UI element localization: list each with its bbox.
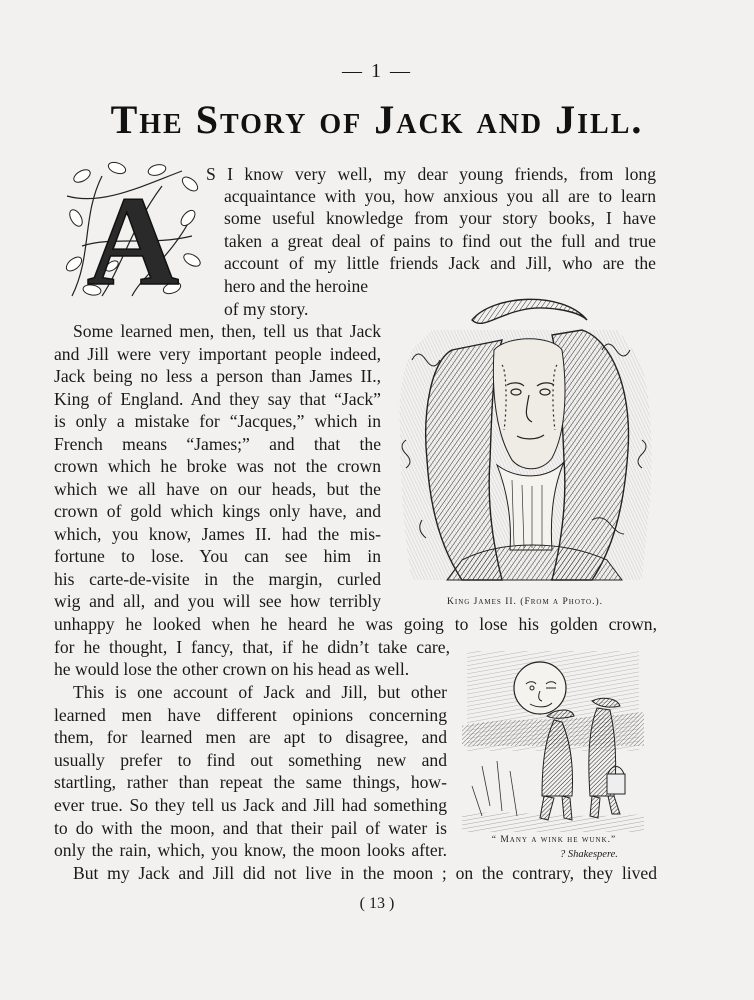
p2-line-2: and Jill were very important people indeed, [54,344,381,364]
p3-line-2: learned men have different opinions concerning [54,705,447,725]
p2-line-6: French means “James;” and that the [54,434,381,454]
p2-line-13: wig and all, and you will see how terribly [54,591,381,611]
p3-line-6: ever true. So they tell us Jack and Jill had something [54,795,447,815]
moon-caption: “ Many a wink he wunk.” [491,835,617,845]
p3-line-7: to do with the moon, and that their pail of water is [54,818,447,838]
page-number: — 1 — [342,60,412,82]
p1-line-4: taken a great deal of pains to find out the full and true [224,231,656,251]
p3-line-8: only the rain, which, you know, the moon looks after. [54,840,447,860]
moon-illustration [462,646,644,832]
p2-line-5: is only a mistake for “Jacques,” which in [54,411,381,431]
p2-line-10: which, you know, James II. had the mis- [54,524,381,544]
leaf-ornament-icon [62,156,204,304]
p2-line-15: for he thought, I fancy, that, if he didn’t take care, [54,637,450,657]
king-caption: King James II. (From a Photo.). [447,597,603,607]
p2-line-1: Some learned men, then, tell us that Jack [73,321,381,341]
p1-line-7: of my story. [224,299,309,319]
p2-line-8: which we all have on our heads, but the [54,479,381,499]
story-title: The Story of Jack and Jill. [110,97,644,142]
p2-line-3: Jack being no less a person than James II., [54,366,381,386]
p1-line-2: acquaintance with you, how anxious you all are to learn [224,186,656,206]
folio-number: ( 13 ) [359,895,395,912]
p3-line-4: usually prefer to find out something new and [54,750,447,770]
king-james-portrait [392,290,658,590]
p1-line-6: hero and the heroine [224,276,369,296]
dropcap-letter: A [86,170,180,304]
p2-line-7: crown which he broke was not the crown [54,456,381,476]
p2-line-16: he would lose the other crown on his head as well. [54,659,410,679]
p1-line-3: some useful knowledge from your story books, I have [224,208,656,228]
p2-line-12: his carte-de-visite in the margin, curled [54,569,381,589]
p2-line-14: unhappy he looked when he heard he was going to lose his golden crown, [54,614,657,634]
p2-line-11: fortune to lose. You can see him in [54,546,381,566]
p3-line-1: This is one account of Jack and Jill, but other [73,682,447,702]
dropcap-ornament [62,156,204,304]
moon-attribution: ? Shakespere. [560,849,618,860]
p2-line-4: King of England. And they say that “Jack” [54,389,381,409]
p3-line-3: them, for learned men are apt to disagree, and [54,727,447,747]
p1-line-1: S I know very well, my dear young friends, from long [206,164,656,184]
p4-line-1: But my Jack and Jill did not live in the moon ; on the contrary, they lived [73,863,657,883]
p2-line-9: crown of gold which kings only have, and [54,501,381,521]
p3-line-5: startling, rather than repeat the same things, how- [54,772,447,792]
p1-line-5: account of my little friends Jack and Jill, who are the [224,253,656,273]
